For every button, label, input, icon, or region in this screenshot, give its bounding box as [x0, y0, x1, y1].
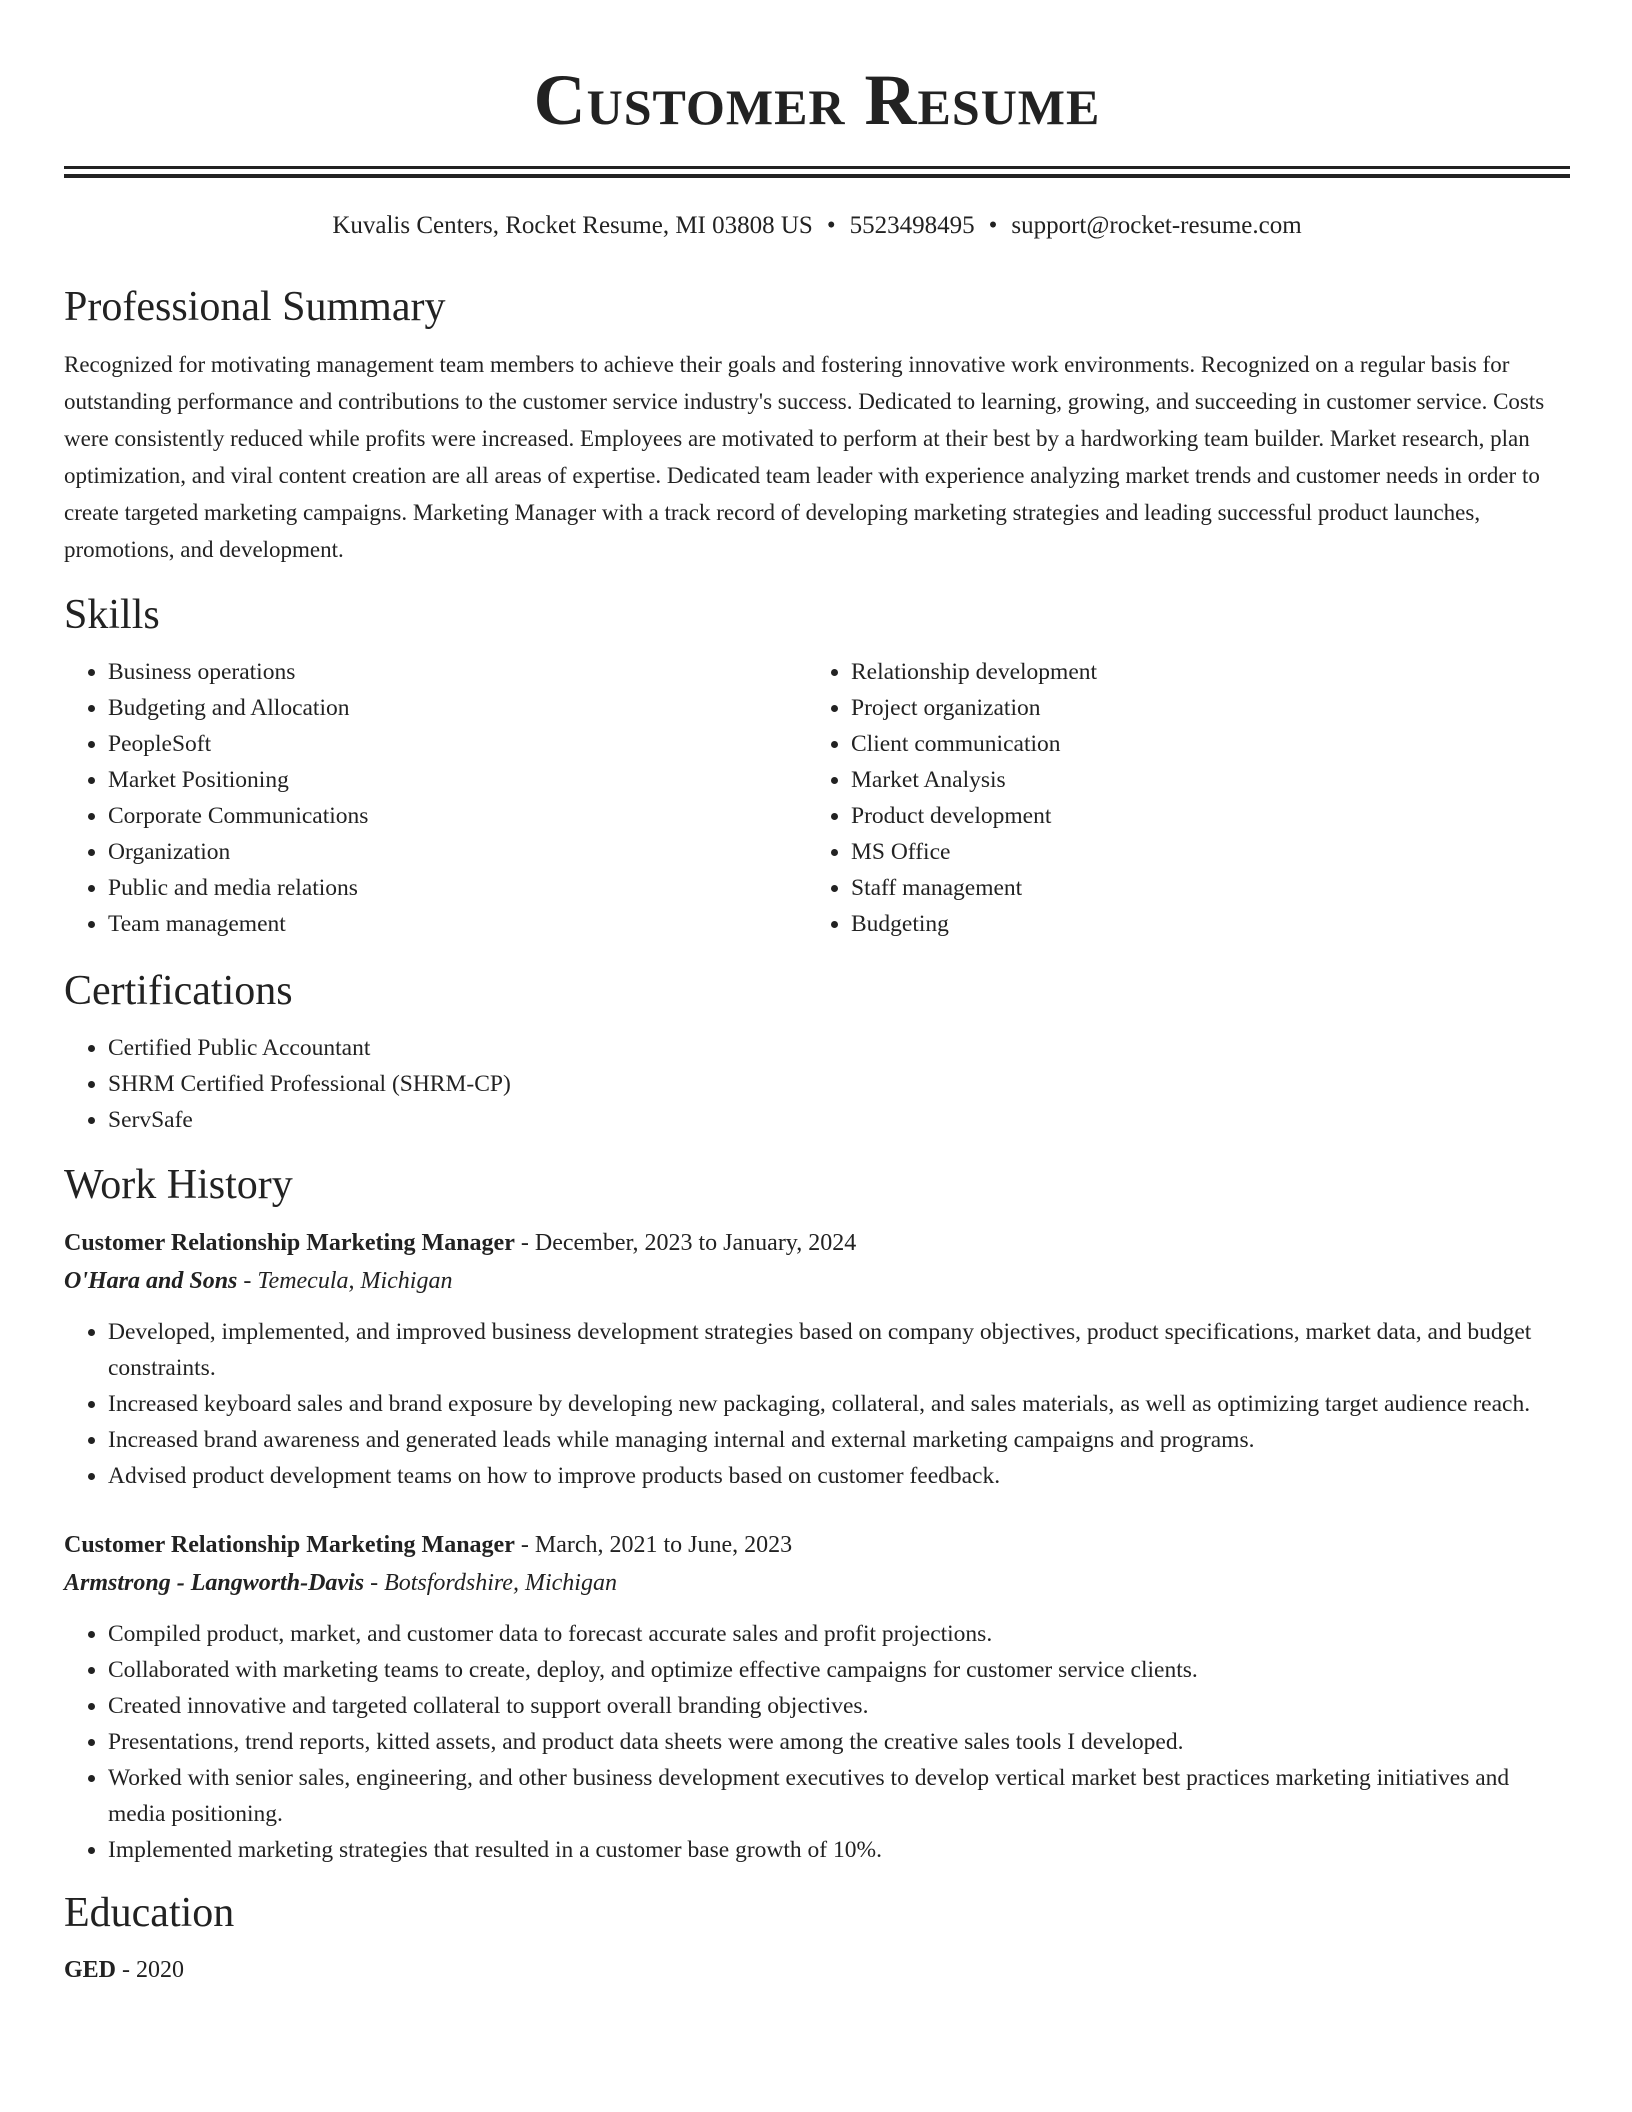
job-bullet-item: • Advised product development teams on how to improve products based on customer feedback. — [108, 1458, 1570, 1494]
skill-item: • MS Office — [851, 834, 1550, 870]
job-location: Botsfordshire, Michigan — [384, 1570, 617, 1596]
job-location: Temecula, Michigan — [257, 1268, 453, 1294]
certifications-list — [64, 1030, 1570, 1138]
contact-line — [64, 210, 1570, 242]
title-divider — [64, 166, 1570, 178]
education-degree: GED — [64, 1957, 117, 1983]
certification-item: • ServSafe — [108, 1102, 1570, 1138]
job-bullet-item: • Increased brand awareness and generated leads while managing internal and external marketing campaigns and programs. — [108, 1422, 1570, 1458]
contact-separator: • — [988, 212, 998, 239]
job-bullets — [64, 1616, 1570, 1868]
job-bullet-item: • Presentations, trend reports, kitted assets, and product data sheets were among the creative sales tools I developed. — [108, 1724, 1570, 1760]
skill-item: • Budgeting and Allocation — [108, 690, 807, 726]
skills-list-left — [64, 654, 807, 942]
job-dates: March, 2021 to June, 2023 — [534, 1532, 793, 1558]
job-title: Customer Relationship Marketing Manager — [64, 1230, 515, 1256]
skill-item: • Client communication — [851, 726, 1550, 762]
skill-item: • PeopleSoft — [108, 726, 807, 762]
summary-heading: Professional Summary — [64, 284, 446, 330]
education-entry: GED - 2020 — [64, 1957, 185, 1983]
job-bullet-item: • Worked with senior sales, engineering, and other business development executives to develop vertical market best practices marketing initiatives and media positioning. — [108, 1760, 1570, 1832]
contact-address: Kuvalis Centers, Rocket Resume, MI 03808 US — [332, 212, 813, 239]
job-bullets — [64, 1314, 1570, 1494]
job-bullet-item: • Developed, implemented, and improved business development strategies based on company objectives, product specifications, market data, and budget constraints. — [108, 1314, 1570, 1386]
skill-item: • Product development — [851, 798, 1550, 834]
certification-item: • SHRM Certified Professional (SHRM-CP) — [108, 1066, 1570, 1102]
skills-heading: Skills — [64, 592, 160, 638]
skill-item: • Public and media relations — [108, 870, 807, 906]
skills-grid — [64, 654, 1570, 942]
job-company: Armstrong - Langworth-Davis — [64, 1570, 365, 1596]
skill-item: • Corporate Communications — [108, 798, 807, 834]
job-bullet-item: • Implemented marketing strategies that resulted in a customer base growth of 10%. — [108, 1832, 1570, 1868]
job-company-line: O'Hara and Sons - Temecula, Michigan — [64, 1268, 453, 1294]
skills-list-right — [807, 654, 1550, 942]
skill-item: • Market Analysis — [851, 762, 1550, 798]
contact-separator: • — [826, 212, 836, 239]
certification-item: • Certified Public Accountant — [108, 1030, 1570, 1066]
job-bullet-item: • Created innovative and targeted collateral to support overall branding objectives. — [108, 1688, 1570, 1724]
skills-column-right — [807, 654, 1550, 942]
summary-text: Recognized for motivating management team members to achieve their goals and fostering innovative work environments. Recognized on a regular basis for outstanding performance and contributions to the customer service industry's success. Dedicated to learning, growing, and succeeding in customer service. Costs were consistently reduced while profits were increased. Employees are motivated to perform at their best by a hardworking team builder. Market research, plan optimization, and viral content creation are all areas of expertise. Dedicated team leader with experience analyzing market trends and customer needs in order to create targeted marketing campaigns. Marketing Manager with a track record of developing marketing strategies and leading successful product launches, promotions, and development. — [64, 352, 1545, 562]
skill-item: • Market Positioning — [108, 762, 807, 798]
job-title: Customer Relationship Marketing Manager — [64, 1532, 515, 1558]
contact-phone[interactable]: 5523498495 — [849, 212, 975, 239]
skill-item: • Budgeting — [851, 906, 1550, 942]
job-company-line: Armstrong - Langworth-Davis - Botsfordshire, Michigan — [64, 1570, 617, 1596]
job-bullet-item: • Compiled product, market, and customer data to forecast accurate sales and profit projections. — [108, 1616, 1570, 1652]
skill-item: • Project organization — [851, 690, 1550, 726]
job-bullet-item: • Increased keyboard sales and brand exposure by developing new packaging, collateral, and sales materials, as well as optimizing target audience reach. — [108, 1386, 1570, 1422]
resume-content — [64, 0, 1570, 1988]
job-entry — [64, 1526, 1570, 1868]
contact-email[interactable]: support@rocket-resume.com — [1011, 212, 1302, 239]
job-dates: December, 2023 to January, 2024 — [534, 1230, 857, 1256]
skill-item: • Business operations — [108, 654, 807, 690]
job-company: O'Hara and Sons — [64, 1268, 238, 1294]
skill-item: • Staff management — [851, 870, 1550, 906]
certifications-heading: Certifications — [64, 968, 293, 1014]
education-heading: Education — [64, 1890, 235, 1936]
skill-item: • Team management — [108, 906, 807, 942]
job-entry — [64, 1224, 1570, 1494]
education-year: 2020 — [136, 1957, 185, 1983]
job-title-line: Customer Relationship Marketing Manager - March, 2021 to June, 2023 — [64, 1532, 793, 1558]
skill-item: • Organization — [108, 834, 807, 870]
skills-column-left — [64, 654, 807, 942]
job-bullet-item: • Collaborated with marketing teams to create, deploy, and optimize effective campaigns for customer service clients. — [108, 1652, 1570, 1688]
skill-item: • Relationship development — [851, 654, 1550, 690]
resume-title: Customer Resume — [533, 60, 1101, 140]
job-title-line: Customer Relationship Marketing Manager - December, 2023 to January, 2024 — [64, 1230, 857, 1256]
work-history-heading: Work History — [64, 1162, 293, 1208]
